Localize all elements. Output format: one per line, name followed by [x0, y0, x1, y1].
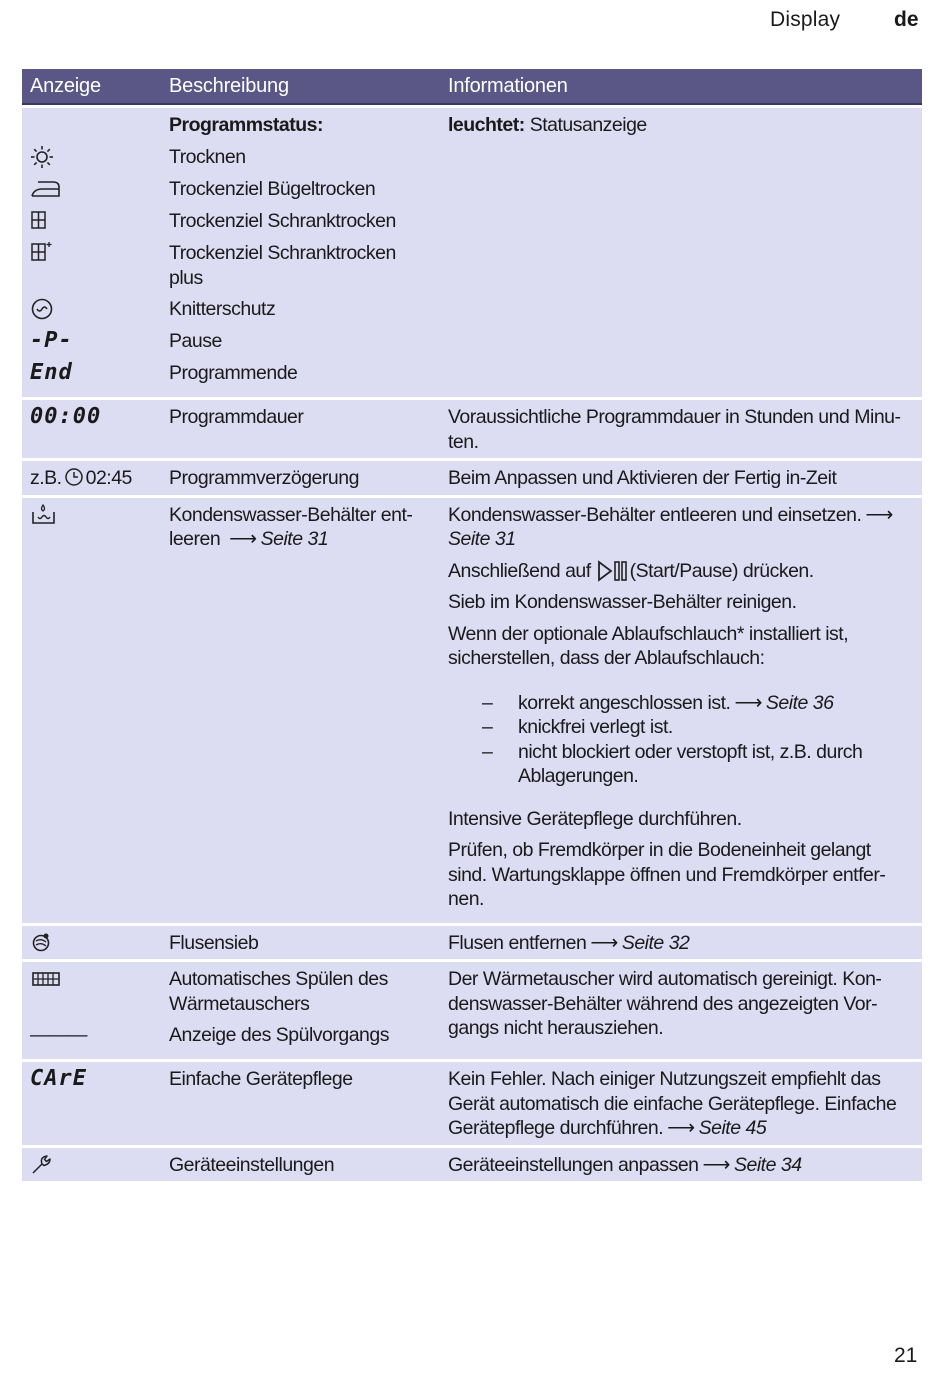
arrow-icon: ⟶	[590, 931, 618, 954]
rinse-label-2: Anzeige des Spülvorgangs	[169, 1024, 389, 1046]
page-reference-link[interactable]: Seite 31	[448, 528, 516, 550]
rinse-info: Der Wärmetauscher wird automatisch gereinigt. Kon- denswasser-Behälter während des angezeigten Vor- gangs nicht herausziehen.	[440, 962, 922, 1059]
column-header-informationen: Informationen	[440, 69, 922, 105]
display-table	[22, 66, 922, 1184]
section-title: Display	[770, 8, 841, 31]
page-reference-link[interactable]: Seite 34	[734, 1153, 802, 1176]
container-info-3: Sieb im Kondenswasser-Behälter reinigen.	[448, 591, 797, 613]
container-info-6: Prüfen, ob Fremdkörper in die Bodeneinheit gelangt sind. Wartungsklappe öffnen und Fremdkörper entfer- nen.	[448, 839, 886, 910]
page-reference-link[interactable]: Seite 31	[260, 528, 329, 550]
table-row-container	[22, 498, 922, 923]
care-display-code: CArE	[30, 1066, 87, 1091]
cupboard-plus-icon	[30, 241, 54, 265]
duration-display-code: 00:00	[30, 404, 102, 429]
container-info-2-pre: Anschließend auf	[448, 559, 591, 582]
heat-exchanger-rinse-icon	[30, 967, 62, 991]
settings-label: Geräteeinstellungen	[161, 1148, 440, 1182]
page-number: 21	[894, 1344, 918, 1367]
status-item-label: Programmende	[169, 362, 298, 384]
table-row-status	[22, 108, 922, 397]
status-item-label: Trockenziel Bügeltrocken	[169, 178, 376, 200]
arrow-icon: ⟶	[667, 1117, 695, 1139]
container-info-4: Wenn der optionale Ablaufschlauch* installiert ist, sicherstellen, dass der Ablaufschlauch:	[448, 622, 849, 669]
list-item: – nicht blockiert oder verstopft ist, z.B. durch Ablagerungen.	[448, 740, 914, 789]
care-info: Kein Fehler. Nach einiger Nutzungszeit empfiehlt das Gerät automatisch die einfache Gerätepflege. Einfache Gerätepflege durchführen.	[448, 1068, 897, 1139]
arrow-icon: ⟶	[865, 503, 893, 526]
status-item-label: Knitterschutz	[169, 298, 276, 320]
start-pause-icon	[596, 559, 630, 583]
iron-icon	[30, 177, 62, 201]
delay-label: Programmverzögerung	[161, 461, 440, 495]
status-info-bold: leuchtet:	[448, 114, 525, 136]
container-info-2-post: (Start/Pause) drücken.	[629, 559, 814, 582]
settings-info: Geräteeinstellungen anpassen	[448, 1153, 699, 1176]
page-reference-link[interactable]: Seite 45	[698, 1117, 767, 1139]
status-description-cell	[161, 108, 440, 397]
status-display-cell	[22, 108, 161, 397]
sun-icon	[30, 145, 56, 169]
container-info-1: Kondenswasser-Behälter entleeren und einsetzen.	[448, 503, 862, 526]
duration-info: Voraussichtliche Programmdauer in Stunden und Minu- ten.	[440, 400, 922, 458]
end-display-code: End	[30, 360, 73, 385]
lint-filter-icon	[30, 931, 54, 955]
clock-icon	[62, 466, 86, 490]
drain-hose-checklist	[448, 691, 914, 789]
cupboard-icon	[30, 209, 50, 233]
table-row-rinse	[22, 962, 922, 1059]
water-container-icon	[30, 503, 58, 527]
table-row-settings	[22, 1148, 922, 1182]
status-heading: Programmstatus:	[169, 114, 323, 136]
table-row-duration	[22, 400, 922, 458]
rinse-label-1: Automatisches Spülen des Wärmetauschers	[169, 968, 388, 1015]
column-header-beschreibung: Beschreibung	[161, 69, 440, 105]
wrench-icon	[30, 1153, 54, 1177]
status-item-label: Pause	[169, 330, 222, 352]
table-row-care	[22, 1062, 922, 1145]
status-info-text: Statusanzeige	[529, 114, 647, 136]
rinse-progress-display: ———	[30, 1024, 87, 1046]
list-item: – korrekt angeschlossen ist. ⟶ Seite 36	[448, 691, 914, 716]
language-code: de	[894, 8, 919, 31]
status-info-cell	[440, 108, 922, 397]
care-label: Einfache Gerätepflege	[161, 1062, 440, 1145]
column-header-anzeige: Anzeige	[22, 69, 161, 105]
status-item-label: Trocknen	[169, 146, 246, 168]
delay-prefix: z.B.	[30, 467, 62, 489]
delay-info: Beim Anpassen und Aktivieren der Fertig in-Zeit	[440, 461, 922, 495]
arrow-icon: ⟶	[734, 691, 762, 714]
container-label: Kondenswasser-Behälter ent- leeren	[169, 503, 413, 550]
anti-crease-icon	[30, 297, 56, 321]
delay-time: 02:45	[85, 467, 132, 489]
table-row-lint	[22, 926, 922, 960]
lint-info: Flusen entfernen	[448, 931, 587, 954]
list-item: – knickfrei verlegt ist.	[448, 715, 914, 740]
arrow-icon: ⟶	[229, 528, 257, 550]
arrow-icon: ⟶	[702, 1153, 730, 1176]
container-info-5: Intensive Gerätepflege durchführen.	[448, 807, 742, 830]
page-reference-link[interactable]: Seite 32	[621, 931, 690, 954]
pause-display-code: -P-	[30, 328, 73, 353]
status-item-label: Trockenziel Schranktrocken	[169, 210, 396, 232]
status-item-label: Trockenziel Schranktrocken plus	[169, 242, 396, 289]
page-reference-link[interactable]: Seite 36	[765, 691, 834, 714]
lint-label: Flusensieb	[161, 926, 440, 960]
table-row-delay	[22, 461, 922, 495]
duration-label: Programmdauer	[161, 400, 440, 458]
